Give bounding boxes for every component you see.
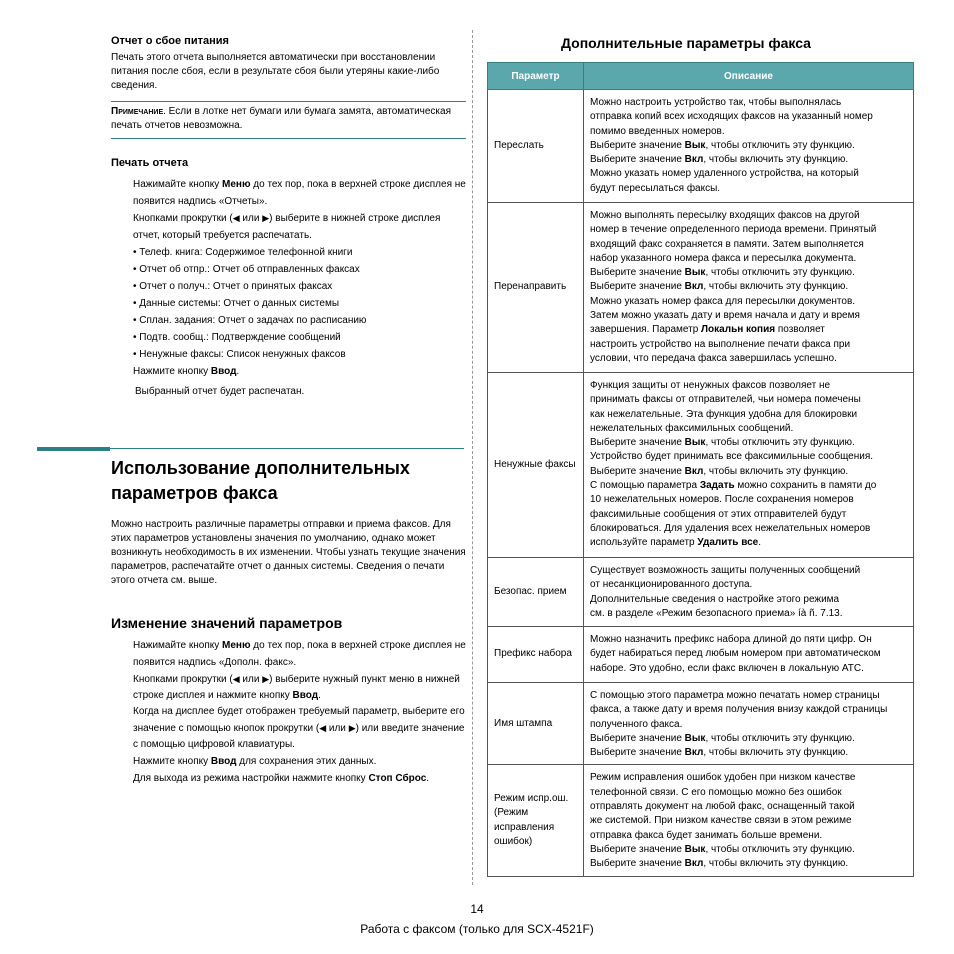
column-divider — [472, 30, 473, 885]
print-step-3: Нажмите кнопку Ввод. — [133, 366, 240, 377]
list-item: • Подтв. сообщ.: Подтверждение сообщений — [133, 332, 341, 343]
description-line: принимать факсы от отправителей, чьи номера помечены — [590, 394, 861, 406]
description-cell — [584, 683, 914, 765]
param-cell: Переслать — [488, 90, 584, 203]
description-line: условии, что передача факса завершилась успешно. — [590, 352, 837, 364]
power-fail-text: Печать этого отчета выполняется автоматически при восстановлении питания после сбоя, если в результате сбоя были утеряны какие-либо сведения. — [111, 52, 440, 91]
table-row — [488, 90, 914, 203]
description-line: Режим исправления ошибок удобен при низком качестве — [590, 772, 856, 784]
description-line: Существует возможность защиты полученных сообщений — [590, 565, 861, 576]
note-top-rule — [111, 101, 466, 102]
param-cell: Режим испр.ош. (Режим исправления ошибок) — [488, 765, 584, 876]
description-line: Затем можно указать дату и время начала и дату и время — [590, 310, 860, 322]
list-item: • Сплан. задания: Отчет о задачах по расписанию — [133, 315, 367, 326]
description-line: полученного факса. — [590, 718, 683, 730]
description-line: завершения. Параметр Локальн копия позволяет — [590, 324, 825, 336]
list-item: • Отчет о получ.: Отчет о принятых факсах — [133, 281, 333, 292]
report-list — [133, 244, 466, 363]
param-cell: Префикс набора — [488, 627, 584, 683]
change-step-4: Нажмите кнопку Ввод для сохранения этих данных. — [133, 756, 377, 767]
table-row — [488, 683, 914, 765]
param-cell: Перенаправить — [488, 203, 584, 373]
description-line: Выберите значение Вкл, чтобы включить эту функцию. — [590, 858, 849, 870]
right-arrow-icon: ▶ — [348, 723, 356, 733]
description-line: С помощью параметра Задать можно сохранить в памяти до — [590, 480, 877, 492]
param-cell: Имя штампа — [488, 683, 584, 765]
description-line: Выберите значение Вкл, чтобы включить эту функцию. — [590, 465, 849, 477]
table-row — [488, 627, 914, 683]
description-cell — [584, 765, 914, 876]
description-line: отправка факса будет занимать больше времени. — [590, 829, 823, 841]
table-row — [488, 558, 914, 627]
page-number: 14 — [470, 902, 484, 916]
description-line: Выберите значение Вкл, чтобы включить эту функцию. — [590, 747, 849, 759]
description-line: блокироваться. Для удаления всех нежелательных номеров — [590, 522, 871, 534]
description-line: от несанкционированного доступа. — [590, 579, 753, 591]
description-line: Выберите значение Вкл, чтобы включить эту функцию. — [590, 281, 849, 293]
fax-params-table — [487, 62, 914, 877]
description-line: входящий факс сохраняется в памяти. Затем выполняется — [590, 238, 864, 250]
description-line: нежелательных факсимильных сообщений. — [590, 422, 794, 434]
note-bottom-rule — [111, 138, 466, 139]
print-step-2: Кнопками прокрутки (◀ или ▶) выберите в нижней строке дисплея отчет, который требуется распечатать. — [133, 213, 441, 241]
description-line: используйте параметр Удалить все. — [590, 537, 762, 549]
note-label: Примечание — [111, 106, 164, 117]
left-arrow-icon: ◀ — [232, 213, 240, 223]
table-row — [488, 765, 914, 876]
description-line: С помощью этого параметра можно печатать номер страницы — [590, 690, 880, 701]
description-line: Можно выполнять пересылку входящих факсов на другой — [590, 210, 860, 221]
description-line: наборе. Это удобно, если факс включен в локальную АТС. — [590, 662, 864, 674]
section-body — [111, 518, 466, 787]
description-line: отправка копий всех исходящих факсов на указанный номер — [590, 111, 873, 123]
change-params-title: Изменение значений параметров — [111, 615, 343, 631]
description-cell — [584, 373, 914, 558]
description-line: Выберите значение Вык, чтобы отключить эту функцию. — [590, 267, 855, 279]
list-item: • Данные системы: Отчет о данных системы — [133, 298, 340, 309]
description-line: настроить устройство на выполнение печати факса при — [590, 338, 851, 350]
section-title: Использование дополнительных параметров факса — [111, 458, 410, 503]
left-column — [111, 30, 466, 399]
description-line: набор указанного номера факса и пересылка документа. — [590, 252, 857, 264]
change-step-3: Когда на дисплее будет отображен требуемый параметр, выберите его значение с помощью кнопок прокрутки (◀ или ▶) или введите значение с помощью цифровой клавиатуры. — [133, 706, 465, 750]
description-line: факсимильные сообщения от этих отправителей будут — [590, 508, 847, 520]
description-line: 10 нежелательных номеров. После сохранения номеров — [590, 494, 854, 506]
fax-params-title: Дополнительные параметры факса — [561, 35, 811, 51]
section-intro: Можно настроить различные параметры отправки и приема факсов. Для этих параметров установлены значения по умолчанию, однако может возникнуть необходимость в их изменении. Чтобы узнать текущие значения параметров, распечатайте отчет о данных системы. Сведения о печати этого отчета см. выше. — [111, 519, 466, 586]
description-line: Выберите значение Вык, чтобы отключить эту функцию. — [590, 843, 855, 855]
description-line: Функция защиты от ненужных факсов позволяет не — [590, 380, 831, 391]
left-arrow-icon: ◀ — [232, 674, 240, 684]
description-cell — [584, 558, 914, 627]
description-line: Можно настроить устройство так, чтобы выполнялась — [590, 97, 842, 108]
param-cell: Ненужные факсы — [488, 373, 584, 558]
description-line: помимо введенных номеров. — [590, 125, 725, 137]
change-step-2: Кнопками прокрутки (◀ или ▶) выберите нужный пункт меню в нижней строке дисплея и нажмите кнопку Ввод. — [133, 674, 460, 701]
description-line: Устройство будет принимать все факсимильные сообщения. — [590, 451, 874, 463]
right-arrow-icon: ▶ — [262, 213, 270, 223]
section-accent-bar — [37, 447, 110, 451]
description-line: будут пересылаться факсы. — [590, 182, 721, 194]
description-cell — [584, 203, 914, 373]
description-line: Выберите значение Вык, чтобы отключить эту функцию. — [590, 437, 855, 449]
right-arrow-icon: ▶ — [262, 674, 270, 684]
param-cell: Безопас. прием — [488, 558, 584, 627]
print-report-title: Печать отчета — [111, 157, 189, 169]
description-line: отправлять документ на любой факс, оснащенный такой — [590, 801, 855, 813]
description-line: как нежелательные. Эта функция удобна для блокировки — [590, 408, 858, 420]
note — [111, 105, 466, 133]
column-header-desc: Описание — [584, 63, 914, 90]
description-line: Можно указать номер удаленного устройства, на который — [590, 168, 859, 180]
description-line: же системой. При низком качестве связи в этом режиме — [590, 815, 852, 827]
description-line: Выберите значение Вык, чтобы отключить эту функцию. — [590, 139, 855, 151]
section-rule — [110, 448, 464, 449]
description-line: Выберите значение Вык, чтобы отключить эту функцию. — [590, 732, 855, 744]
power-fail-title: Отчет о сбое питания — [111, 35, 229, 47]
note-text: . Если в лотке нет бумаги или бумага замята, автоматическая печать отчетов невозможна. — [111, 106, 451, 131]
print-result: Выбранный отчет будет распечатан. — [135, 386, 305, 397]
list-item: • Отчет об отпр.: Отчет об отправленных факсах — [133, 264, 360, 275]
left-arrow-icon: ◀ — [319, 723, 327, 733]
description-line: Можно указать номер факса для пересылки документов. — [590, 295, 856, 307]
chapter-footer: Работа с факсом (только для SCX-4521F) — [360, 922, 594, 936]
description-line: номер в течение определенного периода времени. Принятый — [590, 224, 877, 236]
table-row — [488, 373, 914, 558]
column-header-param: Параметр — [488, 63, 584, 90]
description-line: см. в разделе «Режим безопасного приема» íà ñ. 7.13. — [590, 607, 843, 619]
description-line: Дополнительные сведения о настройке этого режима — [590, 593, 840, 605]
description-cell — [584, 627, 914, 683]
list-item: • Телеф. книга: Содержимое телефонной книги — [133, 247, 353, 258]
description-line: будет набираться перед любым номером при автоматическом — [590, 648, 881, 660]
description-line: телефонной связи. С его помощью можно без ошибок — [590, 786, 842, 798]
table-row — [488, 203, 914, 373]
change-step-5: Для выхода из режима настройки нажмите кнопку Стоп Сброс. — [133, 773, 430, 784]
description-cell — [584, 90, 914, 203]
change-step-1: Нажимайте кнопку Меню до тех пор, пока в верхней строке дисплея не появится надпись «Дополн. факс». — [133, 640, 466, 668]
print-step-1: Нажимайте кнопку Меню до тех пор, пока в верхней строке дисплея не появится надпись «Отчеты». — [133, 179, 466, 207]
list-item: • Ненужные факсы: Список ненужных факсов — [133, 349, 346, 360]
description-line: Выберите значение Вкл, чтобы включить эту функцию. — [590, 154, 849, 166]
description-line: Можно назначить префикс набора длиной до пяти цифр. Он — [590, 634, 872, 645]
description-line: факса, а также дату и время получения внизу каждой страницы — [590, 704, 888, 716]
